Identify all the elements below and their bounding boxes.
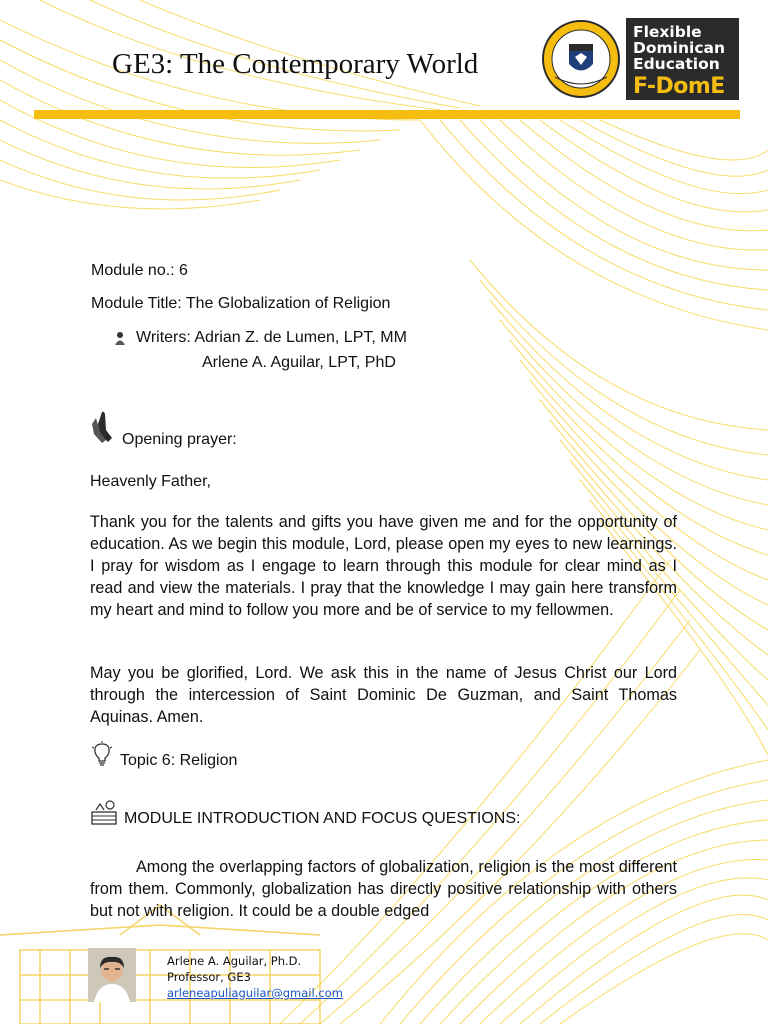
prayer-paragraph-1: Thank you for the talents and gifts you have given me and for the opportunity of education. As we begin this module, Lord, please open my eyes to new learnings. I pray for wisdom as I engage to learn through this module for clear mind as I read and view the materials. I pray that the knowledge I may gain here transform my heart and mind to follow you more and be of service to my fellowmen.: [90, 513, 677, 619]
writers-line-1: Writers: Adrian Z. de Lumen, LPT, MM: [136, 329, 407, 346]
brand-line-education: Education: [633, 55, 720, 73]
topic-heading: Topic 6: Religion: [120, 752, 238, 769]
module-title: Module Title: The Globalization of Religion: [91, 295, 391, 312]
brand-name: F-DomE: [633, 74, 725, 99]
prayer-salutation: Heavenly Father,: [90, 473, 211, 490]
fdome-brand-logo: [626, 18, 739, 100]
author-photo: [88, 948, 136, 1002]
university-seal-logo: [541, 17, 621, 101]
opening-prayer-heading: Opening prayer:: [122, 431, 237, 448]
module-number: Module no.: 6: [91, 262, 188, 279]
person-icon: [114, 331, 126, 345]
author-position: Professor, GE3: [167, 970, 251, 984]
brand-line-dominican: Dominican: [633, 39, 726, 57]
prayer-paragraph-2: May you be glorified, Lord. We ask this in the name of Jesus Christ our Lord through the intercession of Saint Dominic De Guzman, and Saint Thomas Aquinas. Amen.: [90, 664, 677, 726]
desk-icon: [90, 800, 118, 826]
writers-line-2: Arlene A. Aguilar, LPT, PhD: [202, 354, 396, 371]
brand-line-flexible: Flexible: [633, 23, 702, 41]
introduction-paragraph: Among the overlapping factors of globalization, religion is the most different from them. Commonly, globalization has directly positive relationship with others but not with religion. It could be a double edged: [90, 858, 677, 920]
lightbulb-icon: [91, 741, 113, 767]
author-contact: [167, 953, 343, 1001]
praying-hands-icon: [90, 410, 118, 444]
header-divider-bar: [34, 110, 740, 119]
course-title: GE3: The Contemporary World: [112, 48, 479, 80]
author-name: Arlene A. Aguilar, Ph.D.: [167, 954, 302, 968]
module-introduction-heading: MODULE INTRODUCTION AND FOCUS QUESTIONS:: [124, 810, 521, 827]
author-email-link[interactable]: arleneapuliaguilar@gmail.com: [167, 986, 343, 1000]
